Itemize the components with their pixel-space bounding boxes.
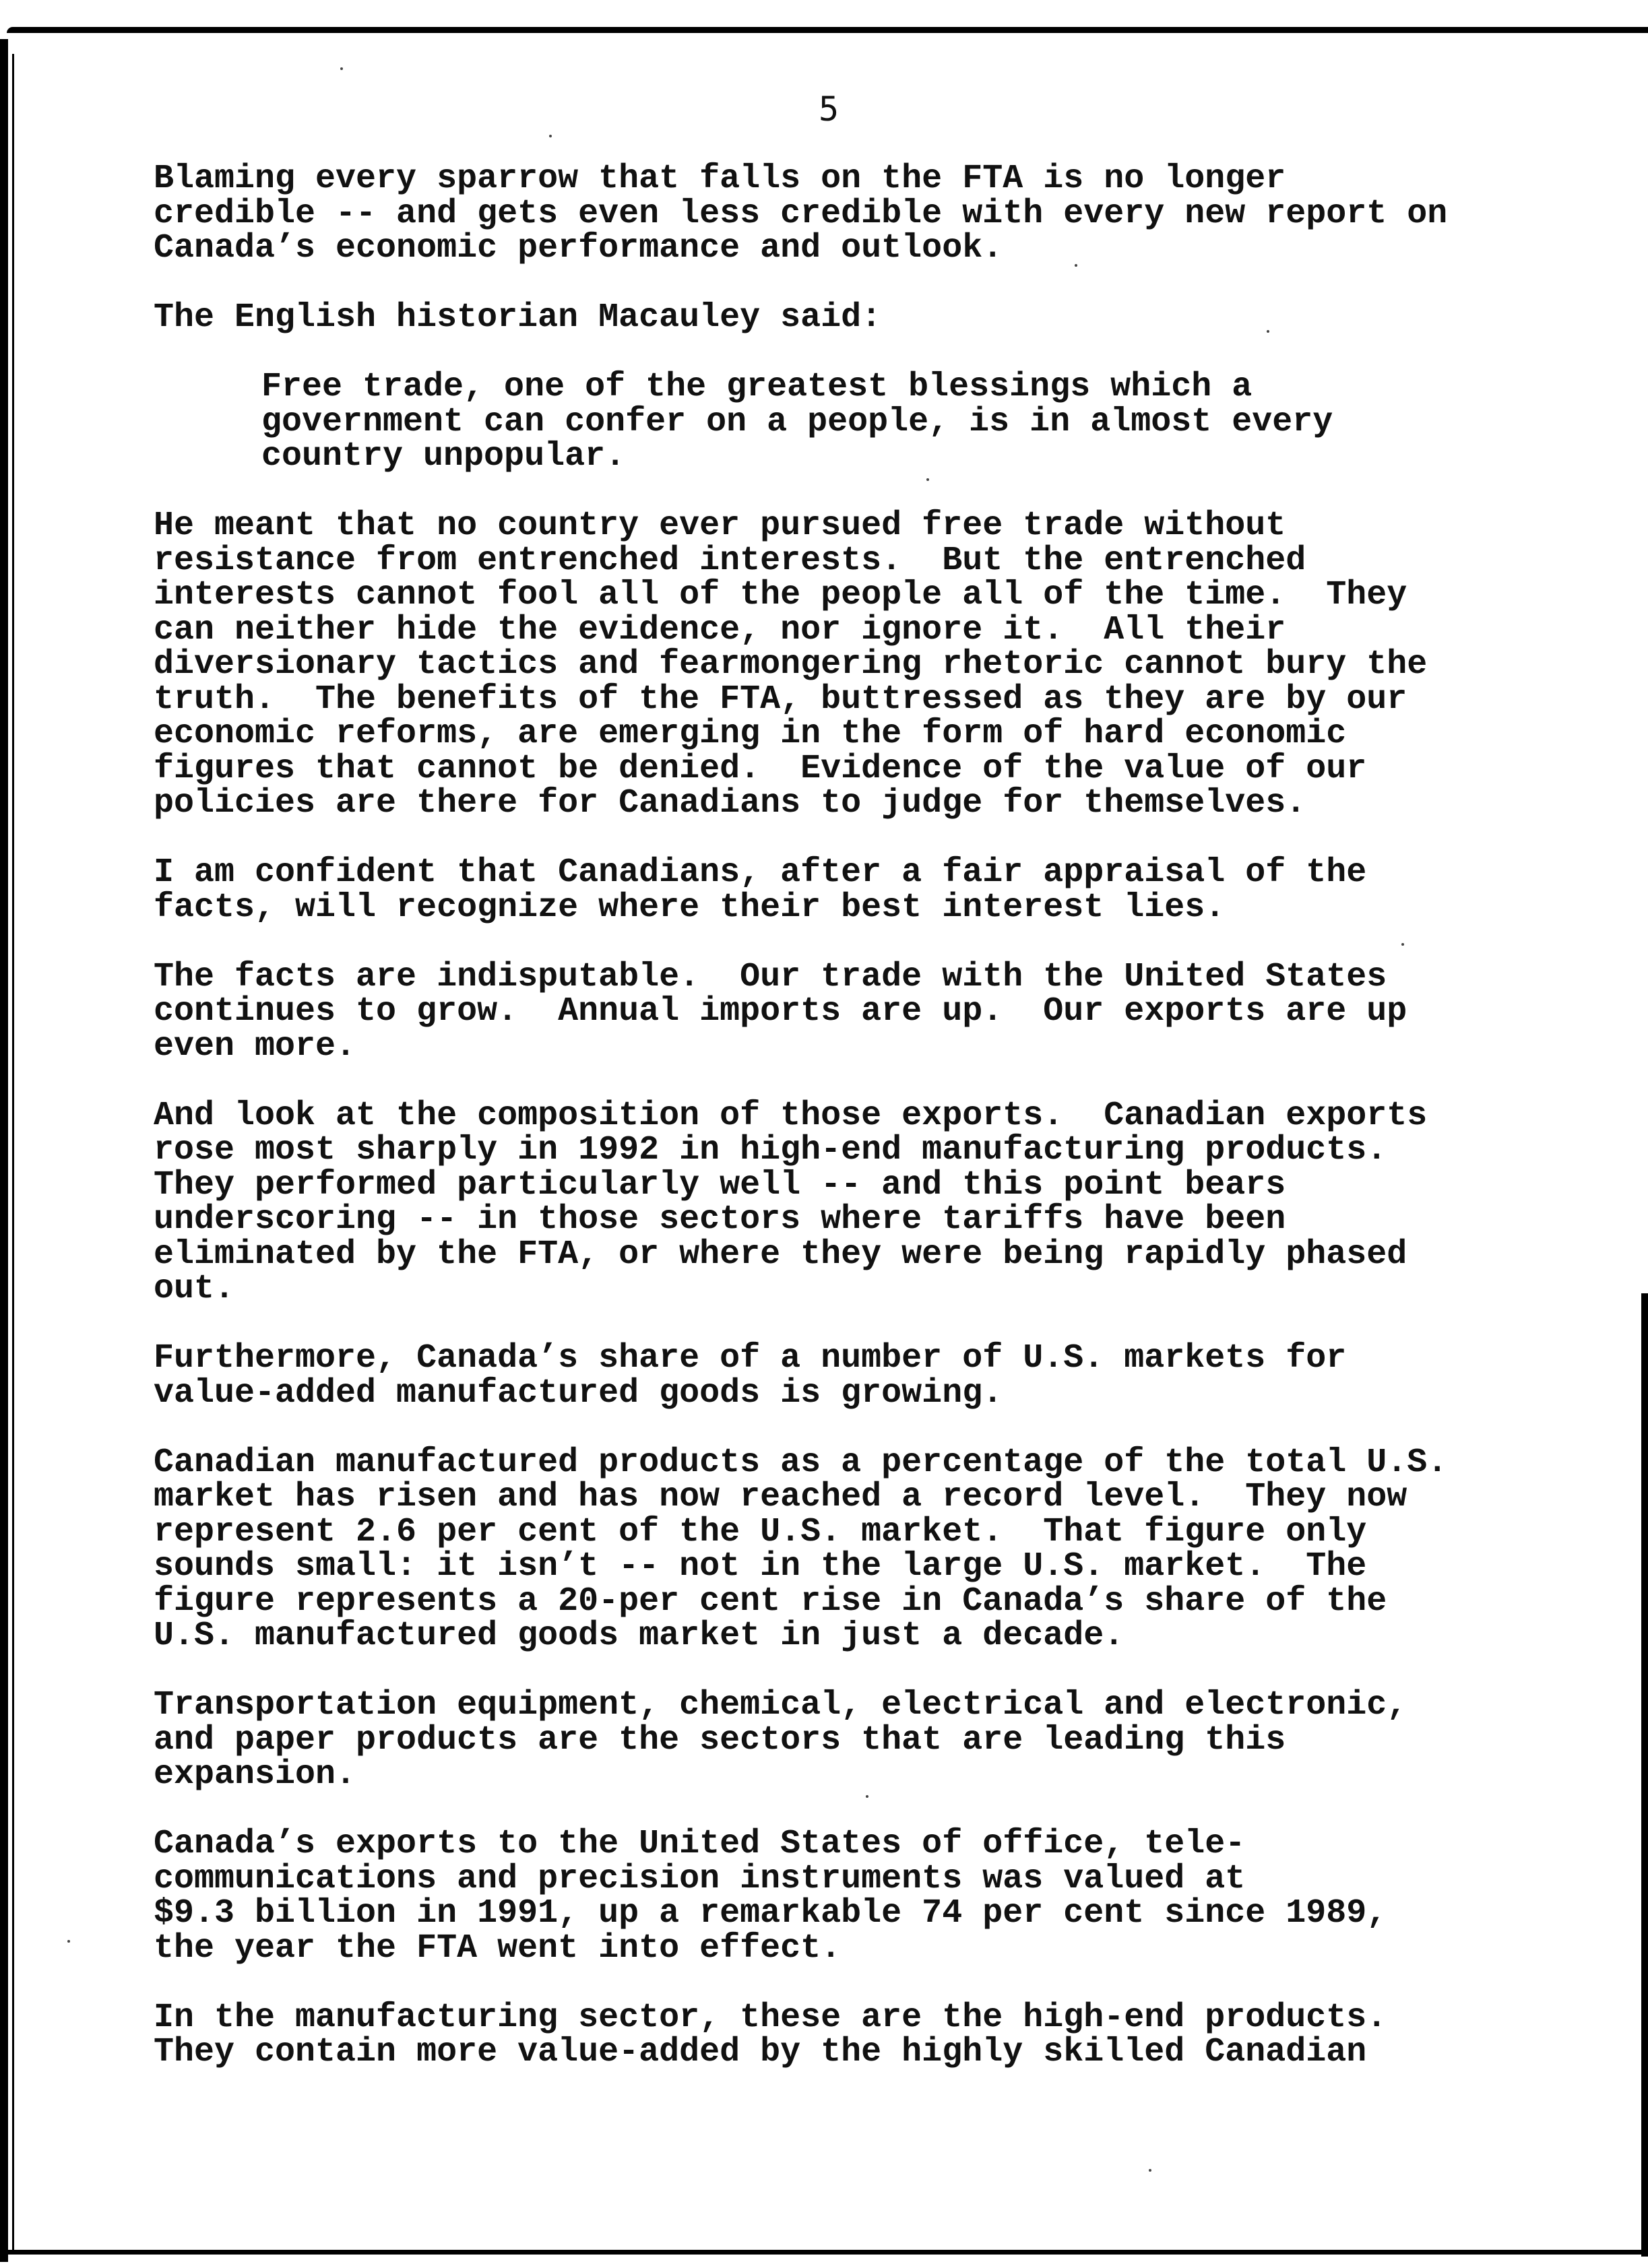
scan-frame-left-inner-line: [12, 54, 14, 2250]
scan-speck: [340, 67, 343, 70]
scan-frame-right-edge: [1641, 1293, 1648, 2257]
paragraph-fta-sparrow: Blaming every sparrow that falls on the FTA is no longer credible -- and gets even less credible with every new report on Canada’s economic performance and outlook.: [154, 160, 1448, 267]
block-quote-free-trade: Free trade, one of the greatest blessings which a government can confer on a people, is in almost every country unpopular.: [261, 368, 1333, 476]
paragraph-office-telecom-exports: Canada’s exports to the United States of office, tele- communications and precision instruments was valued at $9.3 billion in 1991, up a remarkable 74 per cent since 1989, the year the FTA went into effect.: [154, 1825, 1387, 1968]
scan-frame-left-edge: [0, 39, 8, 2262]
paragraph-manufactured-products: Canadian manufactured products as a percentage of the total U.S. market has risen and has now reached a record level. They now represent 2.6 per cent of the U.S. market. That figure only sounds small: it isn’t -- not in the large U.S. market. The figure represents a 20-per cent rise in Canada’s share of the U.S. manufactured goods market in just a decade.: [154, 1443, 1448, 1655]
scan-speck: [549, 135, 552, 137]
scan-speck: [1149, 2169, 1151, 2172]
scan-frame-bottom-edge: [0, 2250, 1648, 2255]
paragraph-high-end-products: In the manufacturing sector, these are the high-end products. They contain more value-added by the highly skilled Canadian: [154, 1998, 1387, 2071]
body-text: [154, 162, 1622, 2104]
scan-frame-top-edge: [7, 27, 1648, 33]
scan-speck: [67, 1940, 70, 1943]
paragraph-export-composition: And look at the composition of those exports. Canadian exports rose most sharply in 1992 in high-end manufacturing products. They performed particularly well -- and this point bears underscoring -- in those sectors where tariffs have been eliminated by the FTA, or where they were being rapidly phased out.: [154, 1096, 1428, 1308]
paragraph-market-share: Furthermore, Canada’s share of a number of U.S. markets for value-added manufactured goods is growing.: [154, 1339, 1347, 1413]
paragraph-entrenched-interests: He meant that no country ever pursued free trade without resistance from entrenched interests. But the entrenched interests cannot fool all of the people all of the time. They can neither hide the evidence, nor ignore it. All their diversionary tactics and fearmongering rhetoric cannot bury the truth. The benefits of the FTA, buttressed as they are by our economic reforms, are emerging in the form of hard economic figures that cannot be denied. Evidence of the value of our policies are there for Canadians to judge for themselves.: [154, 507, 1428, 822]
paragraph-confident-canadians: I am confident that Canadians, after a fair appraisal of the facts, will recognize where their best interest lies.: [154, 853, 1367, 927]
page-number: 5: [818, 90, 839, 129]
paragraph-leading-sectors: Transportation equipment, chemical, electrical and electronic, and paper products are the sectors that are leading this expansion.: [154, 1686, 1407, 1794]
paragraph-macauley-intro: The English historian Macauley said:: [154, 298, 882, 337]
paragraph-facts-indisputable: The facts are indisputable. Our trade with the United States continues to grow. Annual imports are up. Our exports are up even more.: [154, 957, 1407, 1066]
